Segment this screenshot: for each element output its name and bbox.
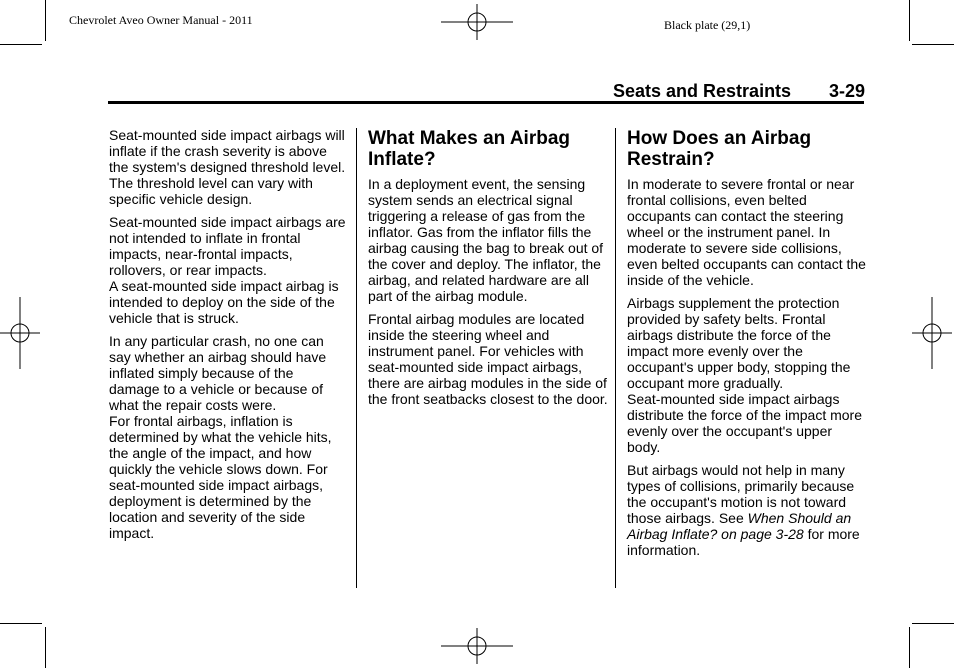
paragraph — [627, 462, 867, 558]
paragraph: Seat-mounted side impact airbags will inflate if the crash severity is above the system's designed threshold level. The threshold level can vary with specific vehicle design. — [109, 127, 346, 207]
crop-mark-top-left-h — [0, 44, 42, 45]
paragraph: Frontal airbag modules are located inside the steering wheel and instrument panel. For vehicles with seat-mounted side impact airbags, there are airbag modules in the side of the front seatbacks closest to the door. — [368, 311, 608, 407]
registration-mark-left — [0, 297, 40, 369]
crop-mark-top-right-h — [912, 44, 954, 45]
plate-label: Black plate (29,1) — [664, 18, 751, 32]
paragraph-text: for more information. — [627, 526, 860, 558]
column-1 — [109, 127, 347, 548]
crop-mark-bottom-left-h — [0, 623, 42, 624]
section-heading: What Makes an Airbag Inflate? — [368, 128, 571, 170]
crop-mark-top-right-v — [909, 0, 910, 41]
paragraph: In a deployment event, the sensing system sends an electrical signal triggering a release of gas from the inflator. Gas from the inflator fills the airbag causing the bag to break out of the cover and deploy. The inflator, the airbag, and related hardware are all part of the airbag module. — [368, 176, 604, 304]
cross-reference-link[interactable]: When Should an Airbag Inflate? on page 3-28 — [627, 510, 852, 542]
crop-mark-top-left-v — [45, 0, 46, 41]
paragraph: Airbags supplement the protection provided by safety belts. Frontal airbags distribute the force of the impact more evenly over the occupant's upper body, stopping the occupant more gradually. — [627, 295, 851, 391]
paragraph: In moderate to severe frontal or near frontal collisions, even belted occupants can contact the steering wheel or the instrument panel. In moderate to severe side collisions, even belted occupants can contact the inside of the vehicle. — [627, 176, 866, 288]
column-3 — [627, 128, 867, 565]
paragraph: For frontal airbags, inflation is determined by what the vehicle hits, the angle of the impact, and how quickly the vehicle slows down. For seat-mounted side impact airbags, deployment is determined by the location and severity of the side impact. — [109, 413, 332, 541]
paragraph: In any particular crash, no one can say whether an airbag should have inflated simply because of the damage to a vehicle or because of what the repair costs were. — [109, 333, 327, 413]
document-title: Chevrolet Aveo Owner Manual - 2011 — [69, 13, 253, 27]
paragraph-text: But airbags would not help in many types of collisions, primarily because the occupant's motion is not toward those airbags. See — [627, 462, 855, 526]
column-divider-1 — [356, 128, 357, 588]
column-2 — [368, 128, 608, 414]
paragraph: Seat-mounted side impact airbags are not intended to inflate in frontal impacts, near-frontal impacts, rollovers, or rear impacts. — [109, 214, 346, 278]
header-rule — [108, 101, 864, 104]
paragraph: A seat-mounted side impact airbag is intended to deploy on the side of the vehicle that is struck. — [109, 278, 339, 326]
page-number: 3-29 — [829, 81, 866, 101]
section-title: Seats and Restraints — [613, 81, 792, 101]
registration-mark-right — [912, 297, 952, 369]
registration-mark-bottom — [441, 628, 513, 664]
column-divider-2 — [615, 128, 616, 588]
registration-mark-top — [441, 4, 513, 40]
crop-mark-bottom-left-v — [45, 627, 46, 668]
crop-mark-bottom-right-h — [912, 623, 954, 624]
section-heading: How Does an Airbag Restrain? — [627, 128, 812, 170]
paragraph: Seat-mounted side impact airbags distribute the force of the impact more evenly over the occupant's upper body. — [627, 391, 862, 455]
crop-mark-bottom-right-v — [909, 627, 910, 668]
